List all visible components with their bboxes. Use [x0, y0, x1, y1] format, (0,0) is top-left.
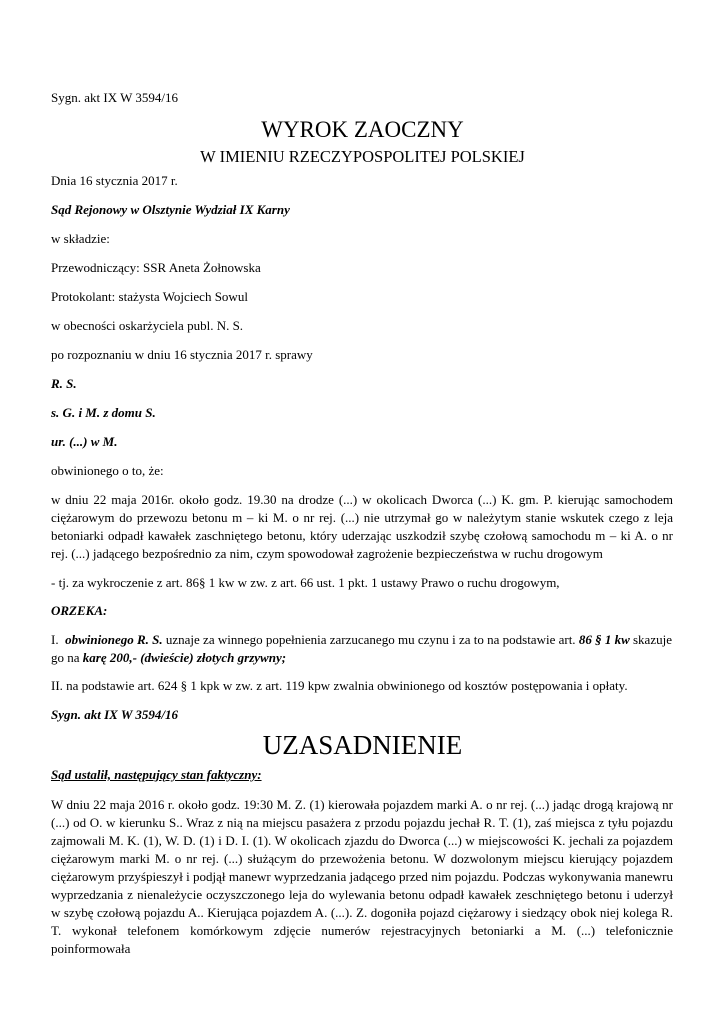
charge-legal-basis: - tj. za wykroczenie z art. 86§ 1 kw w zw. z art. 66 ust. 1 pkt. 1 ustawy Prawo o ruchu drogowym,: [51, 575, 560, 590]
point-1-text-a: uznaje za winnego popełnienia zarzucanego mu czynu i za to na podstawie art.: [162, 632, 579, 647]
hearing-info: po rozpoznaniu w dniu 16 stycznia 2017 r. sprawy: [51, 347, 313, 362]
justification-title: UZASADNIENIE: [262, 730, 463, 760]
findings-heading: Sąd ustalił, następujący stan faktyczny:: [51, 767, 262, 782]
charge-description: w dniu 22 maja 2016r. około godz. 19.30 na drodze (...) w okolicach Dworca (...) K. gm. P. kierując samochodem ciężarowym do przewozu betonu m – ki M. o nr rej. (...) nie utrzymał go w należytym stanie wskutek czego z leja betoniarki odpadł kawałek zaschniętego betonu, który uderzając uszkodził szybę czołową samochodu m – ki A. o nr rej. (...) jadącego bezpośrednio za nim, czym spowodował zagrożenie bezpieczeństwa w ruchu drogowym: [51, 492, 673, 561]
point-1-text-b: skazuje go na: [51, 632, 672, 665]
accused-parents: s. G. i M. z domu S.: [51, 405, 156, 420]
point-1-accused: obwinionego R. S.: [65, 632, 163, 647]
verdict-point-2: II. na podstawie art. 624 § 1 kpk w zw. z art. 119 kpw zwalnia obwinionego od kosztów postępowania i opłaty.: [51, 678, 628, 693]
court-name: Sąd Rejonowy w Olsztynie Wydział IX Karny: [51, 202, 290, 217]
chair-judge: Przewodniczący: SSR Aneta Żołnowska: [51, 260, 261, 275]
composition-label: w składzie:: [51, 231, 110, 246]
accused-name: R. S.: [51, 376, 77, 391]
findings-text: W dniu 22 maja 2016 r. około godz. 19:30 M. Z. (1) kierowała pojazdem marki A. o nr rej. (...) jadąc drogą krajową nr (...) od O. w kierunku S.. Wraz z nią na miejscu pasażera z przodu pojazdu jechał R. T. (1), zaś miejsca z tyłu pojazdu zajmowali M. K. (1), W. D. (1) i D. I. (1). W okolicach zjazdu do Dworca (...) w miejscowości K. jechali za pojazdem ciężarowym marki M. o nr rej. (...) służącym do przewożenia betonu. W dozwolonym miejscu kierujący pojazdem ciężarowym przyśpieszył i podjął manewr wyprzedzania jadącego przed nim pojazdu. Podczas wykonywania manewru wyprzedzania z nienależycie oczyszczonego leja do wylewania betonu odpadł kawałek zeschniętego betonu i uderzył w szybę czołową pojazdu A.. Kierująca pojazdem A. (...). Z. dogoniła pojazd ciężarowy i siedzący obok niej kolega R. T. wykonał telefonem komórkowym zdjęcie numerów rejestracyjnych betoniarki a M. (...) telefonicznie poinformowała: [51, 797, 673, 956]
point-1-article: 86 § 1 kw: [578, 632, 630, 647]
charged-intro: obwinionego o to, że:: [51, 463, 164, 478]
document-title: WYROK ZAOCZNY: [261, 117, 464, 142]
verdict-point-1: [51, 631, 673, 667]
point-1-number: I.: [51, 632, 59, 647]
verdict-date: Dnia 16 stycznia 2017 r.: [51, 173, 178, 188]
case-signature: Sygn. akt IX W 3594/16: [51, 90, 178, 105]
court-clerk: Protokolant: stażysta Wojciech Sowul: [51, 289, 248, 304]
verdict-heading: ORZEKA:: [51, 603, 108, 618]
document-subtitle: W IMIENIU RZECZYPOSPOLITEJ POLSKIEJ: [200, 147, 525, 166]
accused-birth: ur. (...) w M.: [51, 434, 118, 449]
justification-signature: Sygn. akt IX W 3594/16: [51, 707, 179, 722]
point-1-penalty: karę 200,- (dwieście) złotych grzywny;: [82, 650, 287, 665]
prosecutor-presence: w obecności oskarżyciela publ. N. S.: [51, 318, 244, 333]
